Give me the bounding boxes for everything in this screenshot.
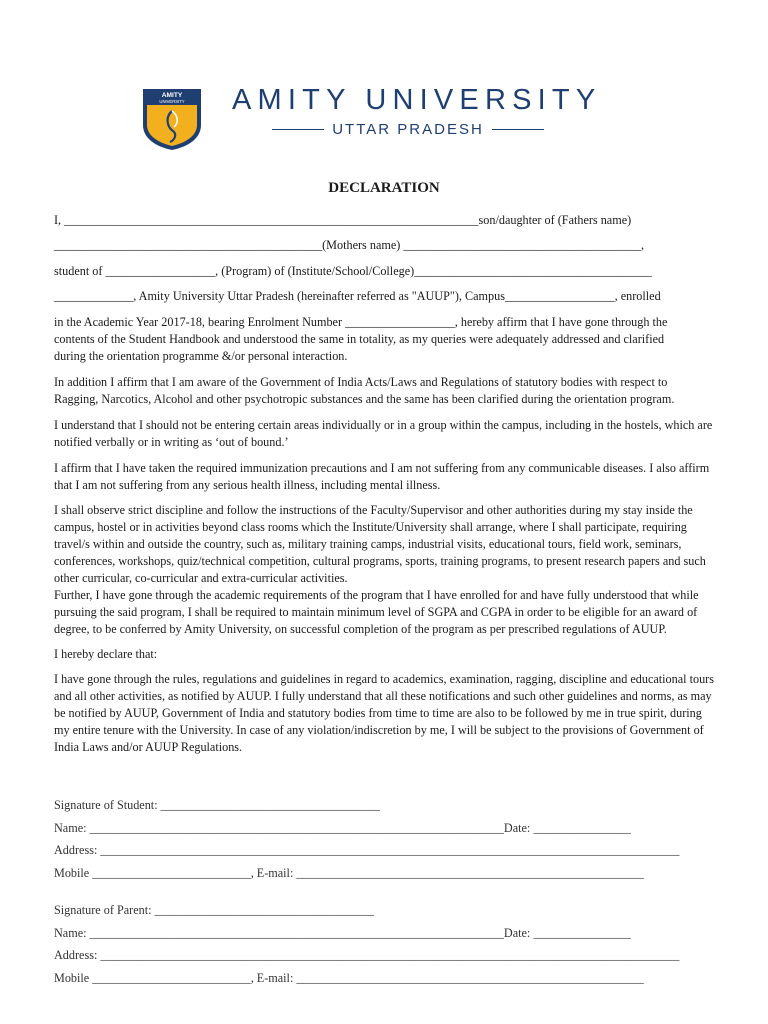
line-campus: _____________, Amity University Uttar Pradesh (hereinafter referred as "AUUP"), Campus__________________, enrolled xyxy=(54,289,661,303)
line-enrolment: in the Academic Year 2017-18, bearing Enrolment Number __________________, hereby affirm that I have gone through the xyxy=(54,315,668,329)
subtitle-text: UTTAR PRADESH xyxy=(332,121,484,138)
amity-logo xyxy=(141,87,203,151)
student-address-line: Address: _______________________________________________________________________________________________ xyxy=(54,843,680,857)
document-title: DECLARATION xyxy=(328,180,440,196)
paragraph-areas: I understand that I should not be entering certain areas individually or in a group within the campus, including in the hostels, which are notified verbally or in writing as ‘out of bound.’ xyxy=(54,418,713,449)
parent-name-line: Name: ____________________________________________________________________Date: ________________ xyxy=(54,926,631,940)
parent-contact-line: Mobile __________________________, E-mail: _________________________________________________________ xyxy=(54,971,644,985)
university-subtitle xyxy=(272,121,544,138)
student-signature-line: Signature of Student: ____________________________________ xyxy=(54,798,381,812)
student-contact-line: Mobile __________________________, E-mail: _________________________________________________________ xyxy=(54,866,644,880)
paragraph-academic: Further, I have gone through the academic requirements of the program that I have enrolled for and have fully understood that while pursuing the said program, I shall be required to maintain minimum level of SGPA and CGPA in order to be eligible for an award of degree, to be conferred by Amity University, on successful completion of the program as per prescribed regulations of AUUP. xyxy=(54,588,699,636)
paragraph-acts: In addition I affirm that I am aware of the Government of India Acts/Laws and Regulations of statutory bodies with respect to Ragging, Narcotics, Alcohol and other psychotropic substances and the same has been clarified during the orientation program. xyxy=(54,375,675,406)
student-name-line: Name: ____________________________________________________________________Date: ________________ xyxy=(54,821,631,835)
line-handbook: contents of the Student Handbook and understood the same in totality, as my queries were adequately addressed and clarified xyxy=(54,332,665,346)
line-name: I, ____________________________________________________________________son/daughter of (Fathers name) xyxy=(54,213,632,227)
line-program: student of __________________, (Program) of (Institute/School/College)_______________________________________ xyxy=(54,264,652,278)
paragraph-health: I affirm that I have taken the required immunization precautions and I am not suffering from any communicable diseases. I also affirm that I am not suffering from any serious health illness, including mental illness. xyxy=(54,461,710,492)
svg-text:AMITY: AMITY xyxy=(161,92,183,99)
parent-signature-line: Signature of Parent: ____________________________________ xyxy=(54,903,374,917)
line-mother: ____________________________________________(Mothers name) _______________________________________, xyxy=(54,238,645,252)
paragraph-rules: I have gone through the rules, regulations and guidelines in regard to academics, examination, ragging, discipline and educational tours and all other activities, as notified by AUUP. I fully understand that all these notifications and such other guidelines and norms, as may be notified by AUUP, Government of India and statutory bodies from time to time are also to be followed by me in true spirit, during my entire tenure with the University. In case of any violation/indiscretion by me, I will be subject to the provisions of Government of India Laws and/or AUUP Regulations. xyxy=(54,672,714,754)
parent-address-line: Address: _______________________________________________________________________________________________ xyxy=(54,948,680,962)
declaration-body xyxy=(54,212,714,756)
line-orientation: during the orientation programme &/or personal interaction. xyxy=(54,349,348,363)
svg-text:UNIVERSITY: UNIVERSITY xyxy=(159,99,185,104)
subtitle-rule-right xyxy=(492,129,544,130)
subtitle-rule-left xyxy=(272,129,324,130)
university-title: AMITY UNIVERSITY xyxy=(232,84,602,116)
paragraph-discipline: I shall observe strict discipline and follow the instructions of the Faculty/Supervisor and other authorities during my stay inside the campus, hostel or in activities beyond class rooms which the Institute/University shall arrange, where I shall participate, requiring travel/s within and outside the country, such as, military training camps, industrial visits, educational tours, field work, seminars, conferences, workshops, quiz/technical competition, cultural programs, sports, training programs, to present research papers and such other curricular, co-curricular and extra-curricular activities. xyxy=(54,503,706,585)
declare-intro: I hereby declare that: xyxy=(54,647,158,661)
